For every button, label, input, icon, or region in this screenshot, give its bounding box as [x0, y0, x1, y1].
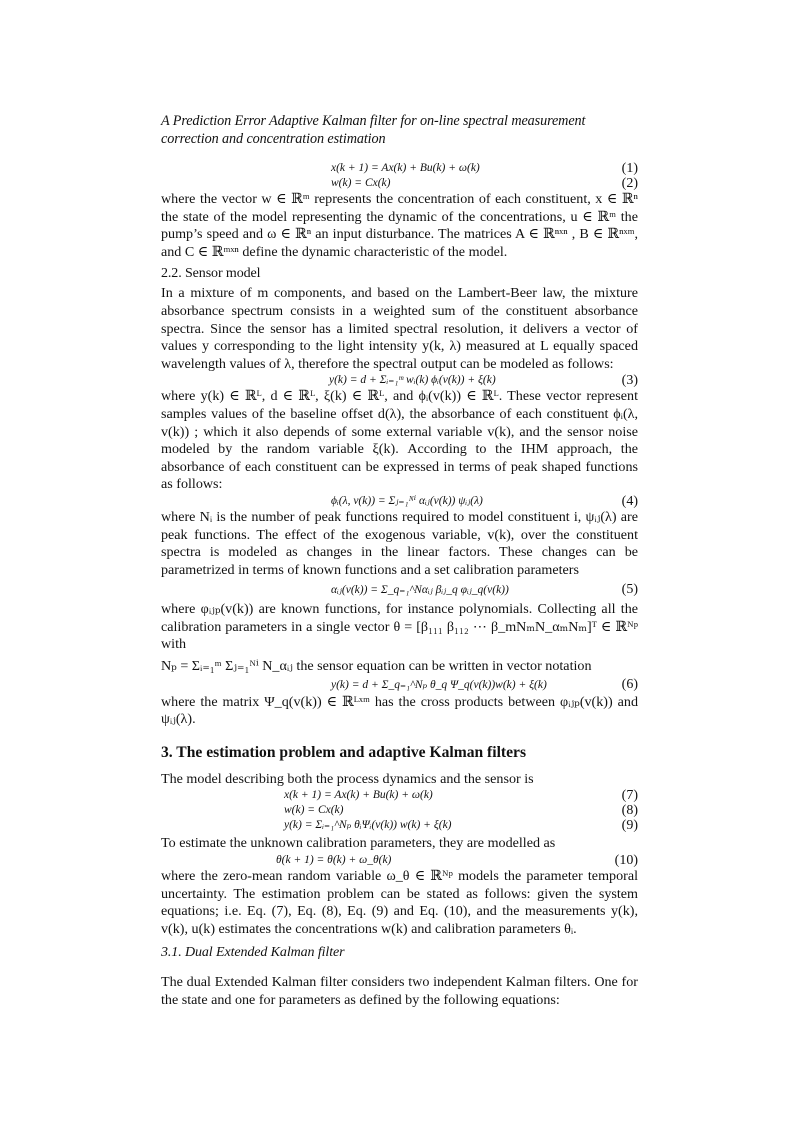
equation-expression: w(k) = Cx(k)	[284, 804, 344, 817]
equation-7	[161, 788, 638, 803]
paragraph-dual-ekf: The dual Extended Kalman filter considers two independent Kalman filters. One for the state and one for parameters as defined by the following equations:	[161, 974, 638, 1008]
equation-expression: w(k) = Cx(k)	[331, 177, 391, 189]
equation-number: (5)	[621, 582, 638, 598]
equation-10	[161, 853, 638, 868]
paragraph-cross-products: where the matrix Ψ_q(v(k)) ∈ ℝᴸˣᵐ has the cross products between φᵢⱼₚ(v(k)) and ψᵢⱼ(λ).	[161, 693, 638, 728]
equation-expression: x(k + 1) = Ax(k) + Bu(k) + ω(k)	[284, 789, 433, 802]
equation-number: (10)	[614, 853, 638, 869]
equation-number: (8)	[621, 803, 638, 819]
equation-number: (2)	[621, 176, 638, 191]
equation-1	[161, 161, 638, 176]
equation-expression: x(k + 1) = Ax(k) + Bu(k) + ω(k)	[331, 162, 480, 174]
section-heading-3: 3. The estimation problem and adaptive Kalman filters	[161, 743, 527, 761]
paragraph-absorbance: where y(k) ∈ ℝᴸ, d ∈ ℝᴸ, ξ(k) ∈ ℝᴸ, and ϕᵢ(v(k)) ∈ ℝᴸ. These vector represent samples values of the baseline offset d(λ), the absorbance of each constituent ϕᵢ(λ, v(k)) ; which it also depends of some external variable v(k), and the sensor noise modeled by the random variable ξ(k). According to the IHM approach, the absorbance of each constituent can be expressed in terms of peak shaped functions as follows:	[161, 388, 638, 493]
paragraph-parameter-model: To estimate the unknown calibration parameters, they are modelled as	[161, 835, 556, 852]
equation-expression: y(k) = d + Σᵢ₌₁ᵐ wᵢ(k) ϕᵢ(v(k)) + ξ(k)	[329, 374, 496, 387]
equation-expression: θ(k + 1) = θ(k) + ω_θ(k)	[276, 854, 392, 867]
equation-number: (4)	[621, 493, 638, 509]
paragraph-calibration-count: Nₚ = Σᵢ₌₁ᵐ Σⱼ₌₁ᴺⁱ N_αᵢⱼ the sensor equation can be written in vector notation	[161, 658, 592, 675]
equation-4	[161, 494, 638, 509]
paragraph-estimation-problem: where the zero-mean random variable ω_θ ∈ ℝᴺᵖ models the parameter temporal uncertainty. The estimation problem can be stated as follows: given the system equations; i.e. Eq. (7), Eq. (8), Eq. (9) and Eq. (10), and the measurements y(k), v(k), u(k) estimates the concentrations w(k) and calibration parameters θᵢ.	[161, 868, 638, 937]
paragraph-sensor: In a mixture of m components, and based on the Lambert-Beer law, the mixture absorbance spectrum consists in a weighted sum of the constituent absorbance spectra. Since the sensor has a limited spectral resolution, it delivers a vector of values y corresponding to the light intensity y(k, λ) measured at L equally spaced wavelength values of λ, therefore the spectral output can be modeled as follows:	[161, 285, 638, 372]
equation-5	[161, 579, 638, 601]
equation-number: (6)	[621, 676, 638, 692]
equation-expression: αᵢⱼ(v(k)) = Σ_q₌₁^Nαᵢⱼ βᵢⱼ_q φᵢⱼ_q(v(k))	[331, 584, 509, 597]
equation-number: (7)	[621, 788, 638, 804]
subsection-heading-2-2: 2.2. Sensor model	[161, 266, 261, 282]
equation-3	[161, 373, 638, 388]
subsection-heading-3-1: 3.1. Dual Extended Kalman filter	[161, 945, 345, 961]
equation-expression: y(k) = Σᵢ₌₁^Nₚ θᵢΨᵢ(v(k)) w(k) + ξ(k)	[284, 819, 452, 832]
equation-number: (9)	[621, 818, 638, 834]
equation-number: (1)	[621, 161, 638, 176]
equation-6	[161, 676, 638, 694]
running-header: A Prediction Error Adaptive Kalman filter for on-line spectral measurement correction and concentration estimation	[161, 113, 586, 147]
equation-9	[161, 818, 638, 835]
paper-page	[161, 112, 638, 1010]
equation-expression: ϕᵢ(λ, v(k)) = Σⱼ₌₁ᴺⁱ αᵢⱼ(v(k)) ψᵢⱼ(λ)	[331, 494, 483, 507]
equation-8	[161, 803, 638, 818]
equation-2	[161, 176, 638, 191]
paragraph-model: where the vector w ∈ ℝᵐ represents the concentration of each constituent, x ∈ ℝⁿ the state of the model representing the dynamic of the concentrations, u ∈ ℝᵐ the pump’s speed and ω ∈ ℝⁿ an input disturbance. The matrices A ∈ ℝⁿˣⁿ , B ∈ ℝⁿˣᵐ, and C ∈ ℝᵐˣⁿ define the dynamic characteristic of the model.	[161, 191, 638, 260]
paragraph-peaks: where Nᵢ is the number of peak functions required to model constituent i, ψᵢⱼ(λ) are peak functions. The effect of the exogenous variable, v(k), over the constituent spectra is modeled as changes in the linear factors. These changes can be parametrized in terms of known functions and a set calibration parameters	[161, 508, 638, 578]
paragraph-calibration: where φᵢⱼₚ(v(k)) are known functions, for instance polynomials. Collecting all the calibration parameters in a single vector θ = [β₁₁₁ β₁₁₂ ⋯ β_mNₘN_αₘNₘ]ᵀ ∈ ℝᴺᵖ with	[161, 601, 638, 653]
equation-number: (3)	[621, 373, 638, 389]
equation-expression: y(k) = d + Σ_q₌₁^Nₚ θ_q Ψ_q(v(k))w(k) + ξ(k)	[331, 678, 547, 691]
paragraph-model-description: The model describing both the process dynamics and the sensor is	[161, 770, 534, 787]
